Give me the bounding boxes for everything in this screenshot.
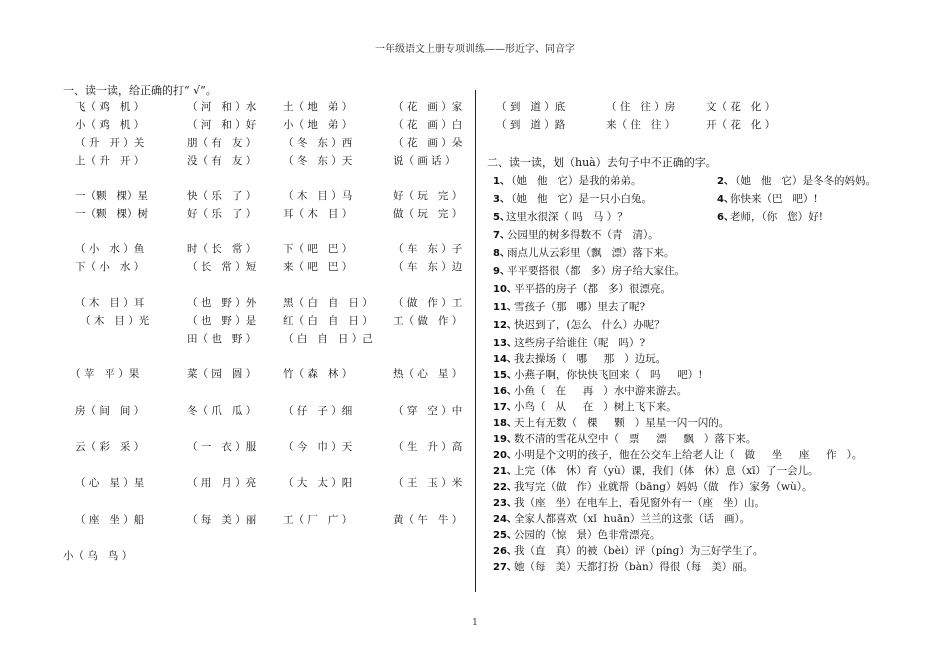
sentence-item: 小燕子啊，你快快飞回来（ 吗 吧）! xyxy=(514,369,703,381)
word-choice-item: 小（ 鸡 机 ） xyxy=(75,119,145,131)
section-2-title: 二、读一读，划（huà）去句子中不正确的字。 xyxy=(487,156,717,169)
word-choice-item: 飞（ 鸡 机 ） xyxy=(75,101,145,113)
sentence-item: 平平搭的房子（都 多）很漂亮。 xyxy=(514,283,672,295)
sentence-number: 3、 xyxy=(493,194,510,205)
column-divider xyxy=(475,90,476,592)
sentence-number: 27、 xyxy=(493,562,517,573)
word-choice-item: （ 做 作 ）工 xyxy=(393,297,463,309)
sentence-number: 5、 xyxy=(493,212,510,223)
word-choice-item: 竹（ 森 林 ） xyxy=(283,368,353,380)
word-choice-item: 上（ 升 开 ） xyxy=(75,155,145,167)
word-choice-item: 开（ 花 化 ） xyxy=(706,119,776,131)
word-choice-item: （ 车 东 ）子 xyxy=(393,243,463,255)
word-choice-item: 冬（ 爪 瓜 ） xyxy=(187,405,257,417)
word-choice-item: （ 车 东 ）边 xyxy=(393,261,463,273)
word-choice-item: （ 用 月 ）亮 xyxy=(187,477,257,489)
sentence-item: 雪孩子（那 哪）里去了呢? xyxy=(514,301,646,313)
word-choice-item: （ 木 目 ）耳 xyxy=(75,297,145,309)
sentence-item: 小鸟（ 从 在 ）树上飞下来。 xyxy=(514,401,677,413)
sentence-number: 14、 xyxy=(493,354,517,365)
word-choice-item: 黑（ 白 自 日 ） xyxy=(283,297,373,309)
sentence-number: 12、 xyxy=(493,320,517,331)
page-header: 一年级语文上册专项训练——形近字、同音字 xyxy=(375,44,575,55)
word-choice-item: 耳（ 木 目 ） xyxy=(283,208,353,220)
word-choice-item: （ 河 和 ）好 xyxy=(187,119,257,131)
word-choice-item: 没（ 有 友 ） xyxy=(187,155,257,167)
word-choice-item: （ 小 水 ）鱼 xyxy=(75,243,145,255)
word-choice-item: 说（ 画 话 ） xyxy=(393,155,456,167)
word-choice-item: （ 苹 平 ）果 xyxy=(70,368,140,380)
word-choice-item: 热（ 心 星 ） xyxy=(393,368,463,380)
word-choice-item: （ 王 玉 ）米 xyxy=(393,477,463,489)
sentence-item: 数不清的雪花从空中（ 票 漂 飘 ）落下来。 xyxy=(514,433,757,445)
word-choice-item: 做（ 玩 完 ） xyxy=(393,208,463,220)
word-choice-item: （ 也 野 ）外 xyxy=(187,297,257,309)
section-1-title: 一、读一读，给正确的打“ √”。 xyxy=(63,84,217,97)
sentence-number: 18、 xyxy=(493,418,517,429)
sentence-item: 我（直 真）的被（bèi）评（pínɡ）为三好学生了。 xyxy=(514,545,764,557)
sentence-number: 21、 xyxy=(493,466,517,477)
word-choice-item: 来（ 住 往 ） xyxy=(606,119,676,131)
word-choice-item: （ 座 坐 ）船 xyxy=(75,514,145,526)
sentence-item: 她（每 美）天都打扮（bàn）得很（每 美）丽。 xyxy=(514,561,754,573)
word-choice-item: （ 住 往 ）房 xyxy=(606,101,676,113)
sentence-number: 26、 xyxy=(493,546,517,557)
word-choice-item: 来（ 吧 巴 ） xyxy=(283,261,353,273)
sentence-item: 我去操场（ 哪 那 ）边玩。 xyxy=(514,353,667,365)
word-choice-item: 田（ 也 野 ） xyxy=(187,333,257,345)
word-choice-item: 工（ 做 作 ） xyxy=(393,315,463,327)
word-choice-item: （ 升 开 ）关 xyxy=(75,137,145,149)
page-number: 1 xyxy=(472,618,478,628)
word-choice-item: 小（ 乌 鸟 ） xyxy=(63,550,133,562)
word-choice-item: （ 穿 空 ）中 xyxy=(393,405,463,417)
word-choice-item: 时（ 长 常 ） xyxy=(187,243,257,255)
word-choice-item: 黄（ 午 牛 ） xyxy=(393,514,463,526)
sentence-item: （她 他 它）是我的弟弟。 xyxy=(506,175,642,187)
word-choice-item: （ 白 自 日 ）己 xyxy=(283,333,373,345)
sentence-item: 雨点儿从云彩里（飘 漂）落下来。 xyxy=(507,247,675,259)
word-choice-item: （ 心 星 ）星 xyxy=(75,477,145,489)
word-choice-item: 朋（ 有 友 ） xyxy=(187,137,257,149)
sentence-number: 23、 xyxy=(493,498,517,509)
sentence-item: 小鱼（ 在 再 ）水中游来游去。 xyxy=(514,385,688,397)
sentence-number: 20、 xyxy=(493,450,517,461)
word-choice-item: （ 生 升 ）高 xyxy=(393,441,463,453)
word-choice-item: 下（ 吧 巴 ） xyxy=(283,243,353,255)
sentence-item: 这里水很深（ 吗 马 ）？ xyxy=(506,211,628,223)
word-choice-item: （ 长 常 ）短 xyxy=(187,261,257,273)
sentence-number: 1、 xyxy=(493,176,510,187)
word-choice-item: （ 花 画 ）朵 xyxy=(393,137,463,149)
sentence-number: 10、 xyxy=(493,284,517,295)
word-choice-item: 文（ 花 化 ） xyxy=(706,101,776,113)
word-choice-item: （ 今 巾 ）天 xyxy=(283,441,353,453)
word-choice-item: 红（ 白 自 日 ） xyxy=(283,315,373,327)
sentence-item: 平平要搭很（都 多）房子给大家住。 xyxy=(507,265,686,277)
sentence-number: 25、 xyxy=(493,530,517,541)
sentence-number: 24、 xyxy=(493,514,517,525)
word-choice-item: （ 到 道 ）底 xyxy=(496,101,566,113)
word-choice-item: 菜（ 园 圆 ） xyxy=(187,368,257,380)
sentence-number: 7、 xyxy=(493,230,510,241)
word-choice-item: 工（ 厂 广 ） xyxy=(283,514,353,526)
sentence-number: 4、 xyxy=(717,194,734,205)
sentence-item: 这些房子给谁住（呢 吗）? xyxy=(514,337,646,349)
word-choice-item: 好（ 玩 完 ） xyxy=(393,190,463,202)
sentence-number: 16、 xyxy=(493,386,517,397)
word-choice-item: （ 冬 东 ）西 xyxy=(283,137,353,149)
word-choice-item: （ 木 目 ）光 xyxy=(80,315,150,327)
sentence-number: 19、 xyxy=(493,434,517,445)
sentence-item: 上完（体 休）育（yù）课，我们（体 休）息（xī）了一会儿。 xyxy=(514,465,819,477)
word-choice-item: 快（ 乐 了 ） xyxy=(187,190,257,202)
sentence-number: 6、 xyxy=(717,212,734,223)
word-choice-item: （ 花 画 ）家 xyxy=(393,101,463,113)
word-choice-item: 一（颗 棵）树 xyxy=(75,208,149,220)
sentence-number: 9、 xyxy=(493,266,510,277)
word-choice-item: 云（ 彩 采 ） xyxy=(75,441,145,453)
sentence-number: 22、 xyxy=(493,482,517,493)
word-choice-item: 下（ 小 水 ） xyxy=(75,261,145,273)
sentence-number: 2、 xyxy=(717,176,734,187)
sentence-item: 快迟到了，(怎么 什么）办呢？ xyxy=(514,319,665,331)
word-choice-item: 房（ 间 间 ） xyxy=(75,405,145,417)
word-choice-item: （ 仔 子 ）细 xyxy=(283,405,353,417)
word-choice-item: （ 河 和 ）水 xyxy=(187,101,257,113)
word-choice-item: （ 大 太 ）阳 xyxy=(283,477,353,489)
word-choice-item: 土（ 地 弟 ） xyxy=(283,101,353,113)
sentence-item: 公园里的树多得数不（青 清）。 xyxy=(507,229,659,241)
word-choice-item: （ 每 美 ）丽 xyxy=(187,514,257,526)
word-choice-item: （ 木 目 ）马 xyxy=(283,190,353,202)
sentence-number: 15、 xyxy=(493,370,517,381)
word-choice-item: （ 到 道 ）路 xyxy=(496,119,566,131)
sentence-item: 天上有无数（ 棵 颗 ）星星一闪一闪的。 xyxy=(514,417,730,429)
word-choice-item: （ 花 画 ）白 xyxy=(393,119,463,131)
sentence-number: 17、 xyxy=(493,402,517,413)
sentence-number: 11、 xyxy=(493,302,517,313)
word-choice-item: 好（ 乐 了 ） xyxy=(187,208,257,220)
sentence-item: 全家人都喜欢（xǐ huān）兰兰的这张（话 画）。 xyxy=(514,513,751,525)
sentence-item: 你快来（巴 吧）! xyxy=(730,193,818,205)
sentence-number: 13、 xyxy=(493,338,517,349)
sentence-item: 我写完（做 作）业就帮（bāng）妈妈（做 作）家务（wù）。 xyxy=(514,481,813,493)
word-choice-item: （ 也 野 ）是 xyxy=(187,315,257,327)
word-choice-item: （ 冬 东 ）天 xyxy=(283,155,353,167)
sentence-item: 公园的（惊 景）色非常漂亮。 xyxy=(514,529,661,541)
sentence-item: 小明是个文明的孩子，他在公交车上给老人让（ 做 坐 座 作 ）。 xyxy=(514,449,863,461)
sentence-number: 8、 xyxy=(493,248,510,259)
sentence-item: 我（座 坐）在电车上，看见窗外有一（座 坐）山。 xyxy=(514,497,766,509)
sentence-item: （她 他 它）是冬冬的妈妈。 xyxy=(730,175,877,187)
sentence-item: （她 他 它）是一只小白兔。 xyxy=(506,193,653,205)
sentence-item: 老师，（你 您）好! xyxy=(730,211,823,223)
word-choice-item: 一（颗 棵）星 xyxy=(75,190,149,202)
word-choice-item: （ 一 衣 ）服 xyxy=(187,441,257,453)
word-choice-item: 小（ 地 弟 ） xyxy=(283,119,353,131)
